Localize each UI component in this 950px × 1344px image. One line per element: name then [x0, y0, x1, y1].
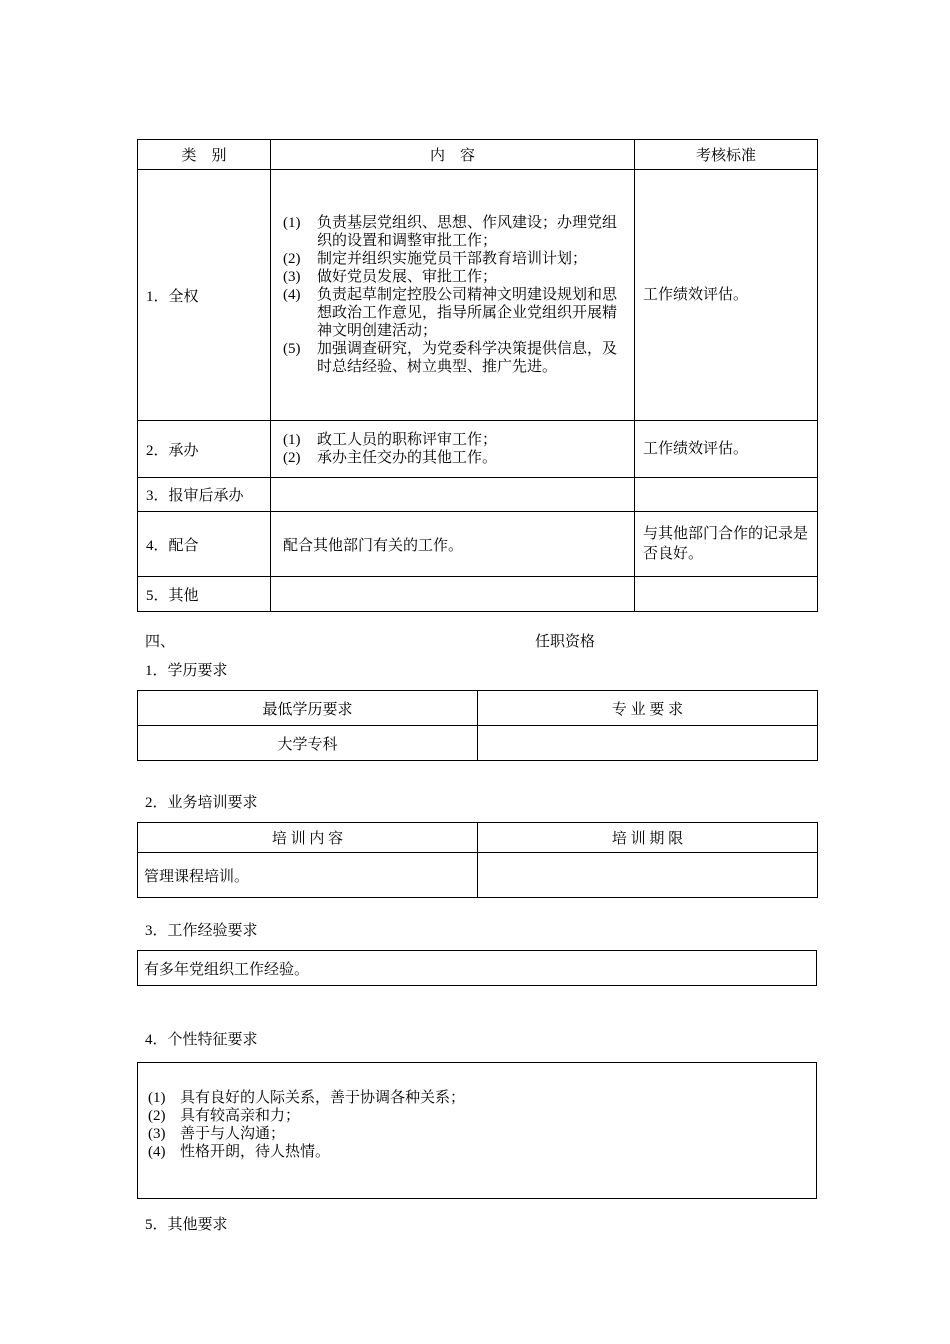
header-min-education: 最低学历要求 [138, 691, 478, 726]
item-text: 加强调查研究，为党委科学决策提供信息，及时总结经验、树立典型、推广先进。 [317, 341, 618, 375]
training-table [137, 822, 818, 898]
training-header-row [138, 823, 818, 853]
item-number: (2) [283, 450, 301, 466]
item-number: (2) [283, 251, 301, 267]
education-data-row [138, 726, 818, 761]
category-cell: 4．配合 [138, 512, 271, 577]
standard-cell [635, 577, 818, 612]
item-text: 制定并组织实施党员干部教育培训计划； [317, 251, 588, 267]
item-number: (2) [148, 1108, 166, 1124]
standard-cell: 工作绩效评估。 [635, 421, 818, 478]
education-table [137, 690, 818, 761]
item-number: (3) [283, 269, 301, 285]
item-number: (1) [283, 215, 301, 231]
list-item [148, 1143, 808, 1161]
subheading-training: 2．业务培训要求 [145, 795, 258, 811]
section-four-heading [137, 630, 817, 650]
item-number: (5) [283, 341, 301, 357]
content-cell [271, 478, 635, 512]
duties-header-row [138, 140, 818, 170]
header-major-requirement: 专 业 要 求 [478, 691, 818, 726]
table-row-quanquan [138, 170, 818, 421]
subheading-personality: 4．个性特征要求 [145, 1032, 258, 1048]
category-cell: 1．全权 [138, 170, 271, 421]
table-row-baoshen [138, 478, 818, 512]
item-number: (4) [283, 287, 301, 303]
table-row-qita [138, 577, 818, 612]
list-item [283, 449, 626, 467]
category-cell: 5．其他 [138, 577, 271, 612]
item-text: 善于与人沟通； [180, 1126, 286, 1142]
subheading-other: 5．其他要求 [145, 1217, 228, 1233]
item-text: 具有良好的人际关系，善于协调各种关系； [180, 1090, 466, 1106]
item-text: 做好党员发展、审批工作； [317, 269, 498, 285]
list-item [283, 250, 626, 268]
standard-cell [635, 478, 818, 512]
item-text: 承办主任交办的其他工作。 [317, 450, 498, 466]
item-text: 负责起草制定控股公司精神文明建设规划和思想政治工作意见，指导所属企业党组织开展精神文明创建活动； [317, 287, 618, 339]
section-number: 四、 [145, 634, 176, 650]
content-cell [271, 421, 635, 478]
header-training-content: 培 训 内 容 [138, 823, 478, 853]
experience-box [137, 950, 817, 986]
list-item [283, 286, 626, 340]
list-item [283, 431, 626, 449]
item-number: (1) [283, 432, 301, 448]
item-text: 性格开朗，待人热情。 [180, 1144, 331, 1160]
training-content-value: 管理课程培训。 [138, 853, 478, 898]
list-item [148, 1089, 808, 1107]
major-requirement-value [478, 726, 818, 761]
content-cell [271, 170, 635, 421]
list-item [148, 1125, 808, 1143]
content-cell: 配合其他部门有关的工作。 [271, 512, 635, 577]
content-cell [271, 577, 635, 612]
standard-cell: 与其他部门合作的记录是否良好。 [635, 512, 818, 577]
item-text: 具有较高亲和力； [180, 1108, 301, 1124]
header-content: 内 容 [271, 140, 635, 170]
header-standard: 考核标准 [635, 140, 818, 170]
item-number: (3) [148, 1126, 166, 1142]
header-training-period: 培 训 期 限 [478, 823, 818, 853]
list-item [283, 214, 626, 250]
personality-box [137, 1062, 817, 1199]
training-period-value [478, 853, 818, 898]
list-item [148, 1107, 808, 1125]
list-item [283, 268, 626, 286]
list-item [283, 340, 626, 376]
duties-table [137, 139, 818, 612]
min-education-value: 大学专科 [138, 726, 478, 761]
table-row-peihe [138, 512, 818, 577]
document-content [137, 139, 817, 1234]
experience-text: 有多年党组织工作经验。 [144, 961, 310, 978]
table-row-chengban [138, 421, 818, 478]
subheading-experience: 3．工作经验要求 [145, 923, 258, 939]
subheading-education: 1．学历要求 [145, 663, 228, 679]
header-category: 类 别 [138, 140, 271, 170]
standard-cell: 工作绩效评估。 [635, 170, 818, 421]
item-text: 负责基层党组织、思想、作风建设；办理党组织的设置和调整审批工作； [317, 215, 618, 249]
education-header-row [138, 691, 818, 726]
item-text: 政工人员的职称评审工作； [317, 432, 498, 448]
category-cell: 2．承办 [138, 421, 271, 478]
training-data-row [138, 853, 818, 898]
item-number: (4) [148, 1144, 166, 1160]
section-title: 任职资格 [535, 634, 596, 650]
category-cell: 3．报审后承办 [138, 478, 271, 512]
item-number: (1) [148, 1090, 166, 1106]
